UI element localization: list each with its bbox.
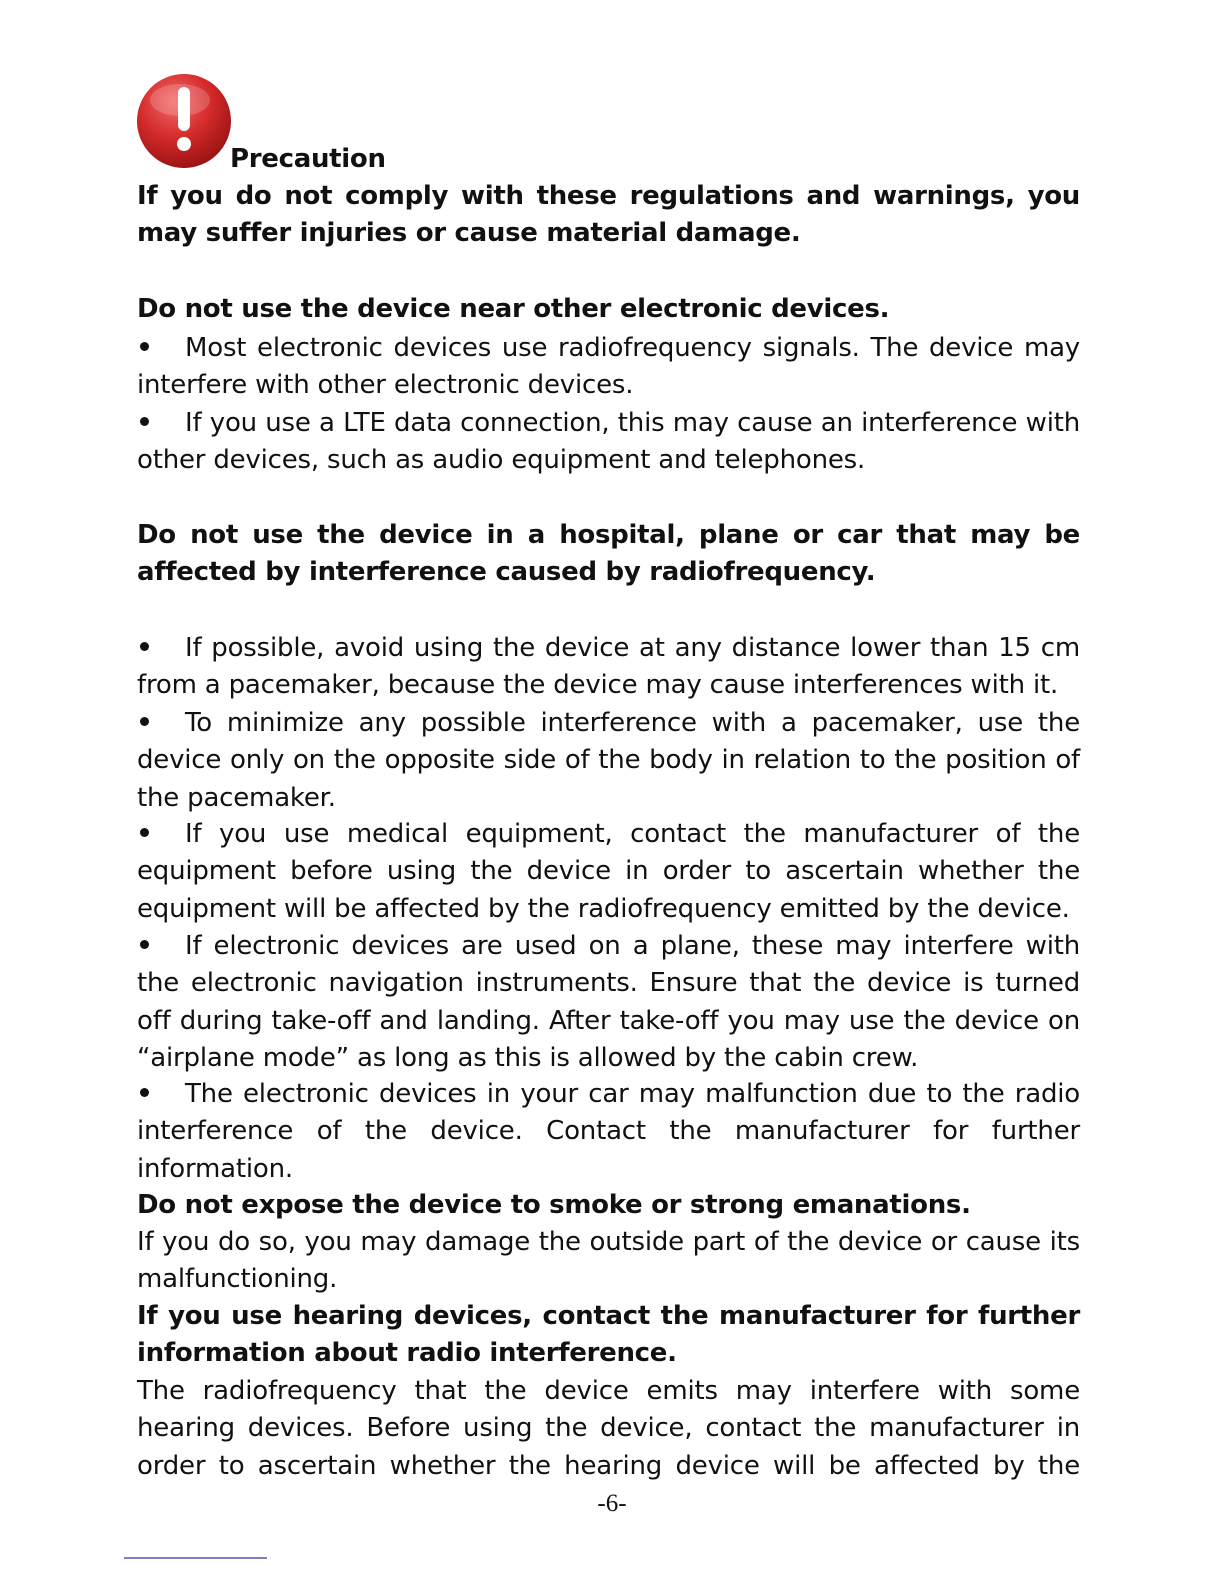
bullet-item: Most electronic devices use radiofrequency signals. The device may interfere with other electronic devices. (137, 330, 1080, 405)
bullet-icon (137, 330, 185, 367)
bullet-icon (137, 630, 185, 667)
section-heading: Do not expose the device to smoke or strong emanations. (137, 1190, 971, 1220)
section-heading: Do not use the device near other electronic devices. (137, 294, 890, 324)
bullet-icon (137, 816, 185, 853)
bullet-item: If electronic devices are used on a plane, these may interfere with the electronic navigation instruments. Ensure that the device is turned off during take-off and landing. After take-off you may use the device on “airplane mode” as long as this is allowed by the cabin crew. (137, 928, 1080, 1077)
bullet-icon (137, 705, 185, 742)
footer-rule (124, 1557, 267, 1559)
bullet-item: If you use medical equipment, contact the manufacturer of the equipment before using the device in order to ascertain whether the equipment will be affected by the radiofrequency emitted by the device. (137, 816, 1080, 928)
section-heading: Do not use the device in a hospital, plane or car that may be affected by interference caused by radiofrequency. (137, 520, 1080, 588)
intro-warning: If you do not comply with these regulations and warnings, you may suffer injuries or cause material damage. (137, 181, 1080, 249)
page-number: -6- (597, 1490, 627, 1517)
bullet-item: If possible, avoid using the device at any distance lower than 15 cm from a pacemaker, because the device may cause interferences with it. (137, 630, 1080, 705)
warning-exclamation-icon (135, 72, 233, 170)
section-heading: If you use hearing devices, contact the manufacturer for further information about radio interference. (137, 1301, 1080, 1369)
bullet-icon (137, 1076, 185, 1113)
bullet-item: The electronic devices in your car may malfunction due to the radio interference of the device. Contact the manufacturer for further information. (137, 1076, 1080, 1188)
section-body: The radiofrequency that the device emits may interfere with some hearing devices. Before using the device, contact the manufacturer in order to ascertain whether the hearing device will be affected by the (137, 1376, 1080, 1481)
bullet-icon (137, 405, 185, 442)
precaution-title: Precaution (230, 144, 386, 174)
bullet-icon (137, 928, 185, 965)
bullet-item: If you use a LTE data connection, this may cause an interference with other devices, such as audio equipment and telephones. (137, 405, 1080, 480)
bullet-item: To minimize any possible interference with a pacemaker, use the device only on the opposite side of the body in relation to the position of the pacemaker. (137, 705, 1080, 817)
section-body: If you do so, you may damage the outside part of the device or cause its malfunctioning. (137, 1227, 1080, 1295)
